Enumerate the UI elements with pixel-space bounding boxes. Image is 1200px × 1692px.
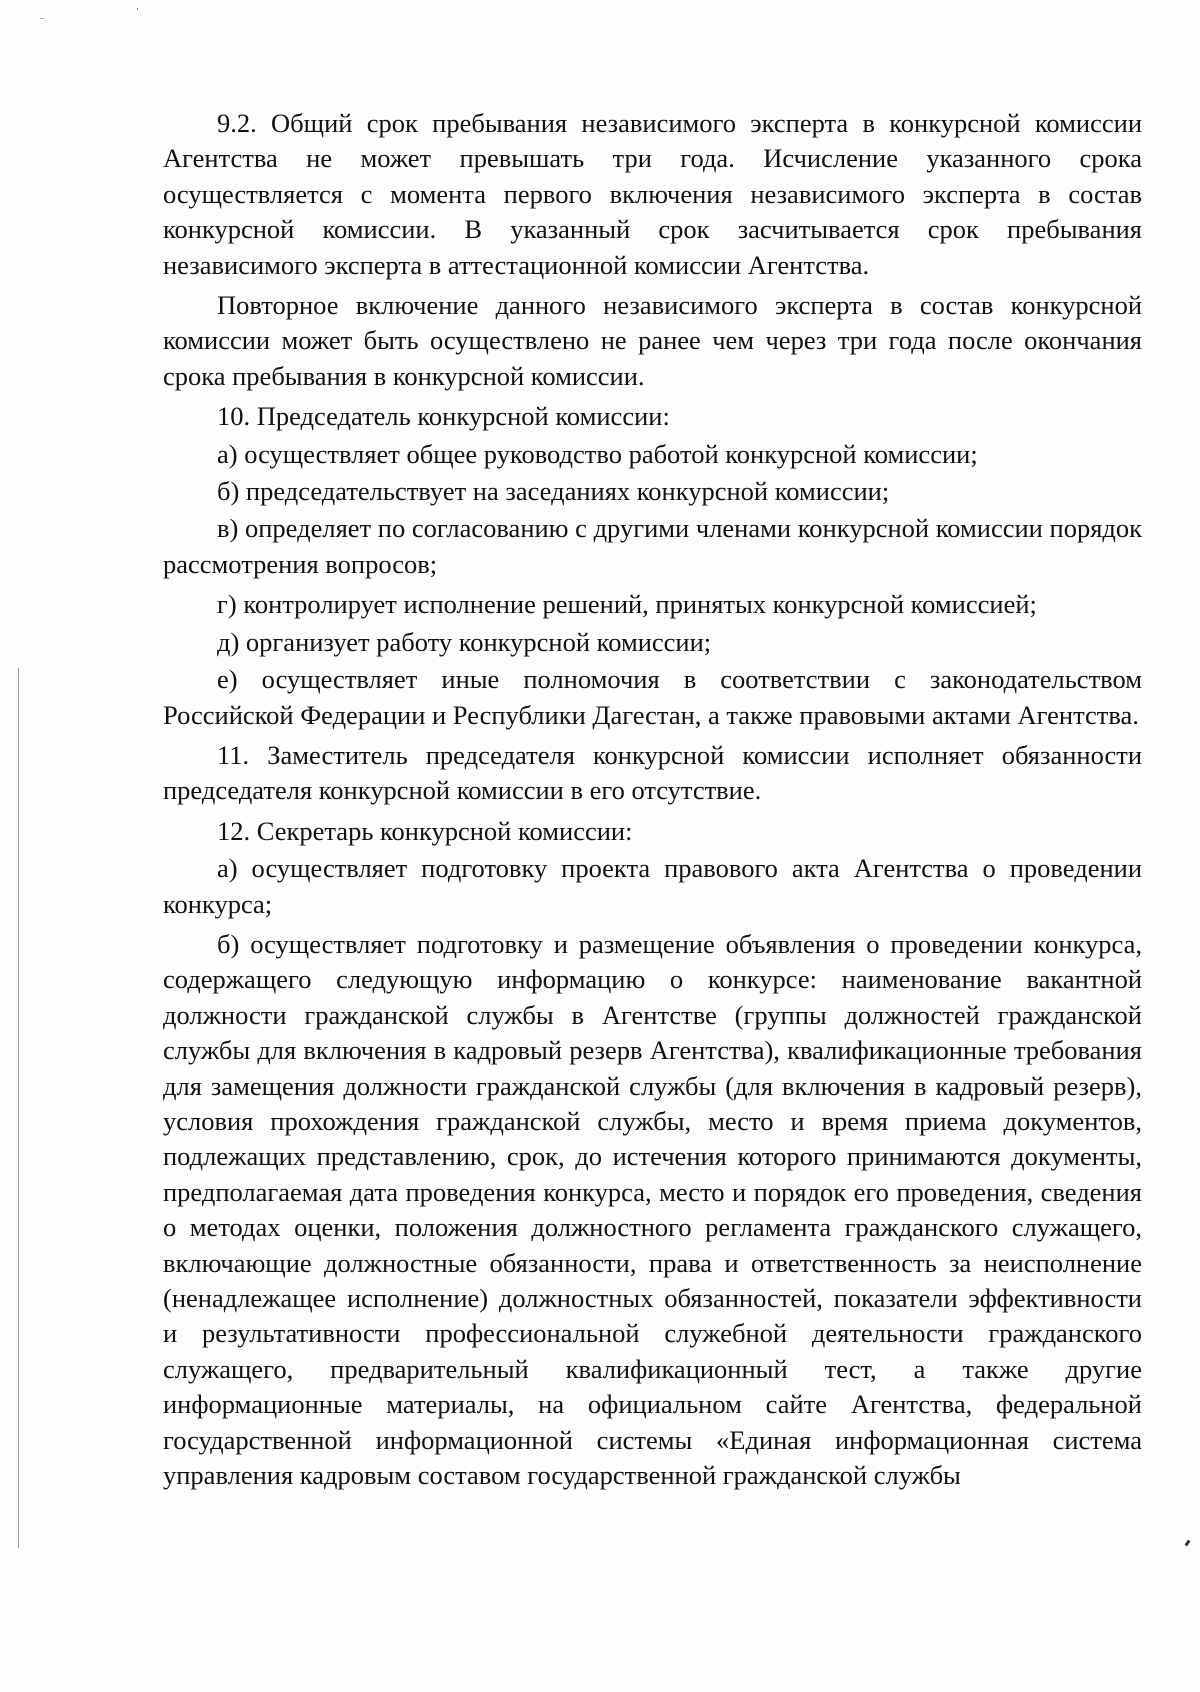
paragraph-9-2: 9.2. Общий срок пребывания независимого эксперта в конкурсной комиссии Агентства не может превышать три года. Исчисление указанного срока осуществляется с момента первого включения независимого эксперта в состав конкурсной комиссии. В указанный срок засчитывается срок пребывания независимого эксперта в аттестационной комиссии Агентства. bbox=[163, 108, 1142, 280]
list-item-10-g: г) контролирует исполнение решений, принятых конкурсной комиссией; bbox=[217, 589, 1037, 620]
list-item-10-a: а) осуществляет общее руководство работой конкурсной комиссии; bbox=[217, 438, 978, 469]
document-body bbox=[163, 106, 1142, 1498]
list-item-12-b: б) осуществляет подготовку и размещение объявления о проведении конкурса, содержащего следующую информацию о конкурсе: наименование вакантной должности гражданской службы в Агентстве (группы должностей гражданской службы для включения в кадровый резерв Агентства), квалификационные требования для замещения должности гражданской службы (для включения в кадровый резерв), условия прохождения гражданской службы, место и время приема документов, подлежащих представлению, срок, до истечения которого принимаются документы, предполагаемая дата проведения конкурса, место и порядок его проведения, сведения о методах оценки, положения должностного регламента гражданского служащего, включающие должностные обязанности, права и ответственность за неисполнение (ненадлежащее исполнение) должностных обязанностей, показатели эффективности и результативности профессиональной служебной деятельности гражданского служащего, предварительный квалификационный тест, а также другие информационные материалы, на официальном сайте Агентства, федеральной государственной информационной системы «Единая информационная система управления кадровым составом государственной гражданской службы bbox=[163, 928, 1142, 1491]
scan-edge-line bbox=[18, 668, 19, 1548]
paragraph-10-heading: 10. Председатель конкурсной комиссии: bbox=[217, 401, 670, 432]
scan-speck bbox=[40, 18, 44, 19]
list-item-10-v: в) определяет по согласованию с другими членами конкурсной комиссии порядок рассмотрения вопросов; bbox=[163, 513, 1142, 579]
list-item-10-b: б) председательствует на заседаниях конкурсной комиссии; bbox=[217, 476, 890, 507]
list-item-10-d: д) организует работу конкурсной комиссии; bbox=[217, 626, 712, 657]
list-item-12-a: а) осуществляет подготовку проекта правового акта Агентства о проведении конкурса; bbox=[163, 853, 1142, 919]
paragraph-12-heading: 12. Секретарь конкурсной комиссии: bbox=[217, 815, 633, 846]
paragraph-11: 11. Заместитель председателя конкурсной комиссии исполняет обязанности председателя конкурсной комиссии в его отсутствие. bbox=[163, 739, 1142, 806]
scan-speck bbox=[1185, 1540, 1191, 1547]
paragraph-reinclusion: Повторное включение данного независимого эксперта в состав конкурсной комиссии может быть осуществлено не ранее чем через три года после окончания срока пребывания в конкурсной комиссии. bbox=[163, 290, 1142, 391]
scan-speck bbox=[137, 8, 138, 10]
list-item-10-e: е) осуществляет иные полномочия в соответствии с законодательством Российской Федерации и Республики Дагестан, а также правовыми актами Агентства. bbox=[163, 664, 1142, 730]
